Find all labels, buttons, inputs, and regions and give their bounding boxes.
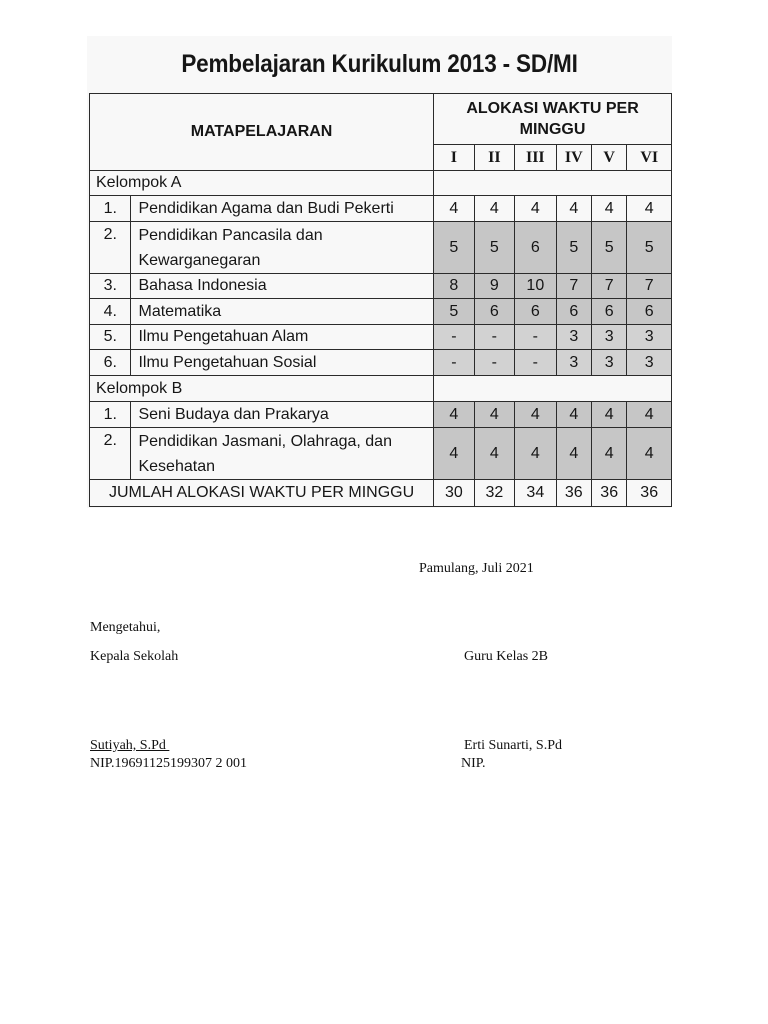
group-b-label: Kelompok B — [90, 376, 434, 402]
grade-header: V — [591, 145, 626, 171]
total-label: JUMLAH ALOKASI WAKTU PER MINGGU — [90, 480, 434, 507]
row-number: 2. — [90, 222, 131, 274]
value-cell: 3 — [591, 325, 626, 350]
grade-header: VI — [627, 145, 672, 171]
row-number: 6. — [90, 350, 131, 376]
curriculum-table-image — [87, 36, 672, 508]
value-cell: 5 — [434, 299, 474, 325]
value-cell: 3 — [627, 350, 672, 376]
value-cell: - — [515, 325, 556, 350]
value-cell: 4 — [515, 196, 556, 222]
row-number: 1. — [90, 196, 131, 222]
table-row — [90, 274, 672, 299]
value-cell: 7 — [556, 274, 591, 299]
value-cell: 4 — [556, 402, 591, 428]
value-cell: 4 — [474, 402, 514, 428]
value-cell: 6 — [591, 299, 626, 325]
left-signer-role: Kepala Sekolah — [90, 649, 179, 664]
value-cell: 4 — [515, 428, 556, 480]
subject-name: Seni Budaya dan Prakarya — [131, 402, 434, 428]
subject-header: MATAPELAJARAN — [90, 94, 434, 171]
grade-header: II — [474, 145, 514, 171]
table-row — [90, 402, 672, 428]
row-number: 4. — [90, 299, 131, 325]
subject-name: Pendidikan Agama dan Budi Pekerti — [131, 196, 434, 222]
value-cell: 5 — [627, 222, 672, 274]
value-cell: 3 — [627, 325, 672, 350]
value-cell: - — [474, 350, 514, 376]
value-cell: 3 — [591, 350, 626, 376]
total-cell: 36 — [627, 480, 672, 507]
value-cell: 4 — [474, 196, 514, 222]
acknowledged-text: Mengetahui, — [90, 620, 161, 635]
value-cell: 4 — [434, 402, 474, 428]
total-cell: 34 — [515, 480, 556, 507]
value-cell: - — [434, 350, 474, 376]
value-cell: 5 — [474, 222, 514, 274]
value-cell: 6 — [515, 299, 556, 325]
table-row — [90, 428, 672, 480]
subject-name: Ilmu Pengetahuan Alam — [131, 325, 434, 350]
place-date: Pamulang, Juli 2021 — [419, 561, 534, 576]
subject-name: Bahasa Indonesia — [131, 274, 434, 299]
value-cell: 7 — [627, 274, 672, 299]
row-number: 1. — [90, 402, 131, 428]
value-cell: - — [434, 325, 474, 350]
grade-header: IV — [556, 145, 591, 171]
table-row — [90, 299, 672, 325]
table-row — [90, 350, 672, 376]
value-cell: 9 — [474, 274, 514, 299]
total-cell: 30 — [434, 480, 474, 507]
left-signer-nip: NIP.19691125199307 2 001 — [90, 756, 247, 771]
total-row — [90, 480, 672, 507]
table-row — [90, 196, 672, 222]
value-cell: 4 — [627, 402, 672, 428]
curriculum-table — [89, 93, 672, 507]
value-cell: 4 — [591, 196, 626, 222]
value-cell: 4 — [627, 196, 672, 222]
group-a-empty — [434, 171, 672, 196]
value-cell: 4 — [556, 196, 591, 222]
group-a-label: Kelompok A — [90, 171, 434, 196]
value-cell: 5 — [591, 222, 626, 274]
subject-name: Pendidikan Pancasila dan Kewarganegaran — [131, 222, 434, 274]
value-cell: 4 — [556, 428, 591, 480]
subject-name: Ilmu Pengetahuan Sosial — [131, 350, 434, 376]
value-cell: 4 — [627, 428, 672, 480]
table-title: Pembelajaran Kurikulum 2013 - SD/MI — [181, 50, 578, 78]
value-cell: 4 — [434, 196, 474, 222]
value-cell: 6 — [474, 299, 514, 325]
total-cell: 36 — [556, 480, 591, 507]
value-cell: 5 — [556, 222, 591, 274]
value-cell: 4 — [591, 428, 626, 480]
right-signer-name: Erti Sunarti, S.Pd — [464, 738, 563, 753]
row-number: 2. — [90, 428, 131, 480]
subject-name: Matematika — [131, 299, 434, 325]
value-cell: 6 — [515, 222, 556, 274]
row-number: 5. — [90, 325, 131, 350]
value-cell: 5 — [434, 222, 474, 274]
subject-name: Pendidikan Jasmani, Olahraga, dan Kesehatan — [131, 428, 434, 480]
value-cell: 3 — [556, 350, 591, 376]
value-cell: 4 — [591, 402, 626, 428]
value-cell: 6 — [556, 299, 591, 325]
value-cell: 7 — [591, 274, 626, 299]
table-row — [90, 325, 672, 350]
value-cell: 6 — [627, 299, 672, 325]
value-cell: 8 — [434, 274, 474, 299]
grade-header: I — [434, 145, 474, 171]
right-signer-role: Guru Kelas 2B — [464, 649, 548, 664]
row-number: 3. — [90, 274, 131, 299]
value-cell: 10 — [515, 274, 556, 299]
table-row — [90, 222, 672, 274]
value-cell: 4 — [515, 402, 556, 428]
value-cell: - — [474, 325, 514, 350]
group-b-empty — [434, 376, 672, 402]
alloc-header: ALOKASI WAKTU PER MINGGU — [434, 94, 672, 145]
total-cell: 36 — [591, 480, 626, 507]
left-signer-name: Sutiyah, S.Pd — [90, 738, 170, 753]
grade-header: III — [515, 145, 556, 171]
total-cell: 32 — [474, 480, 514, 507]
value-cell: 4 — [474, 428, 514, 480]
right-signer-nip: NIP. — [461, 756, 486, 771]
value-cell: 3 — [556, 325, 591, 350]
value-cell: 4 — [434, 428, 474, 480]
value-cell: - — [515, 350, 556, 376]
